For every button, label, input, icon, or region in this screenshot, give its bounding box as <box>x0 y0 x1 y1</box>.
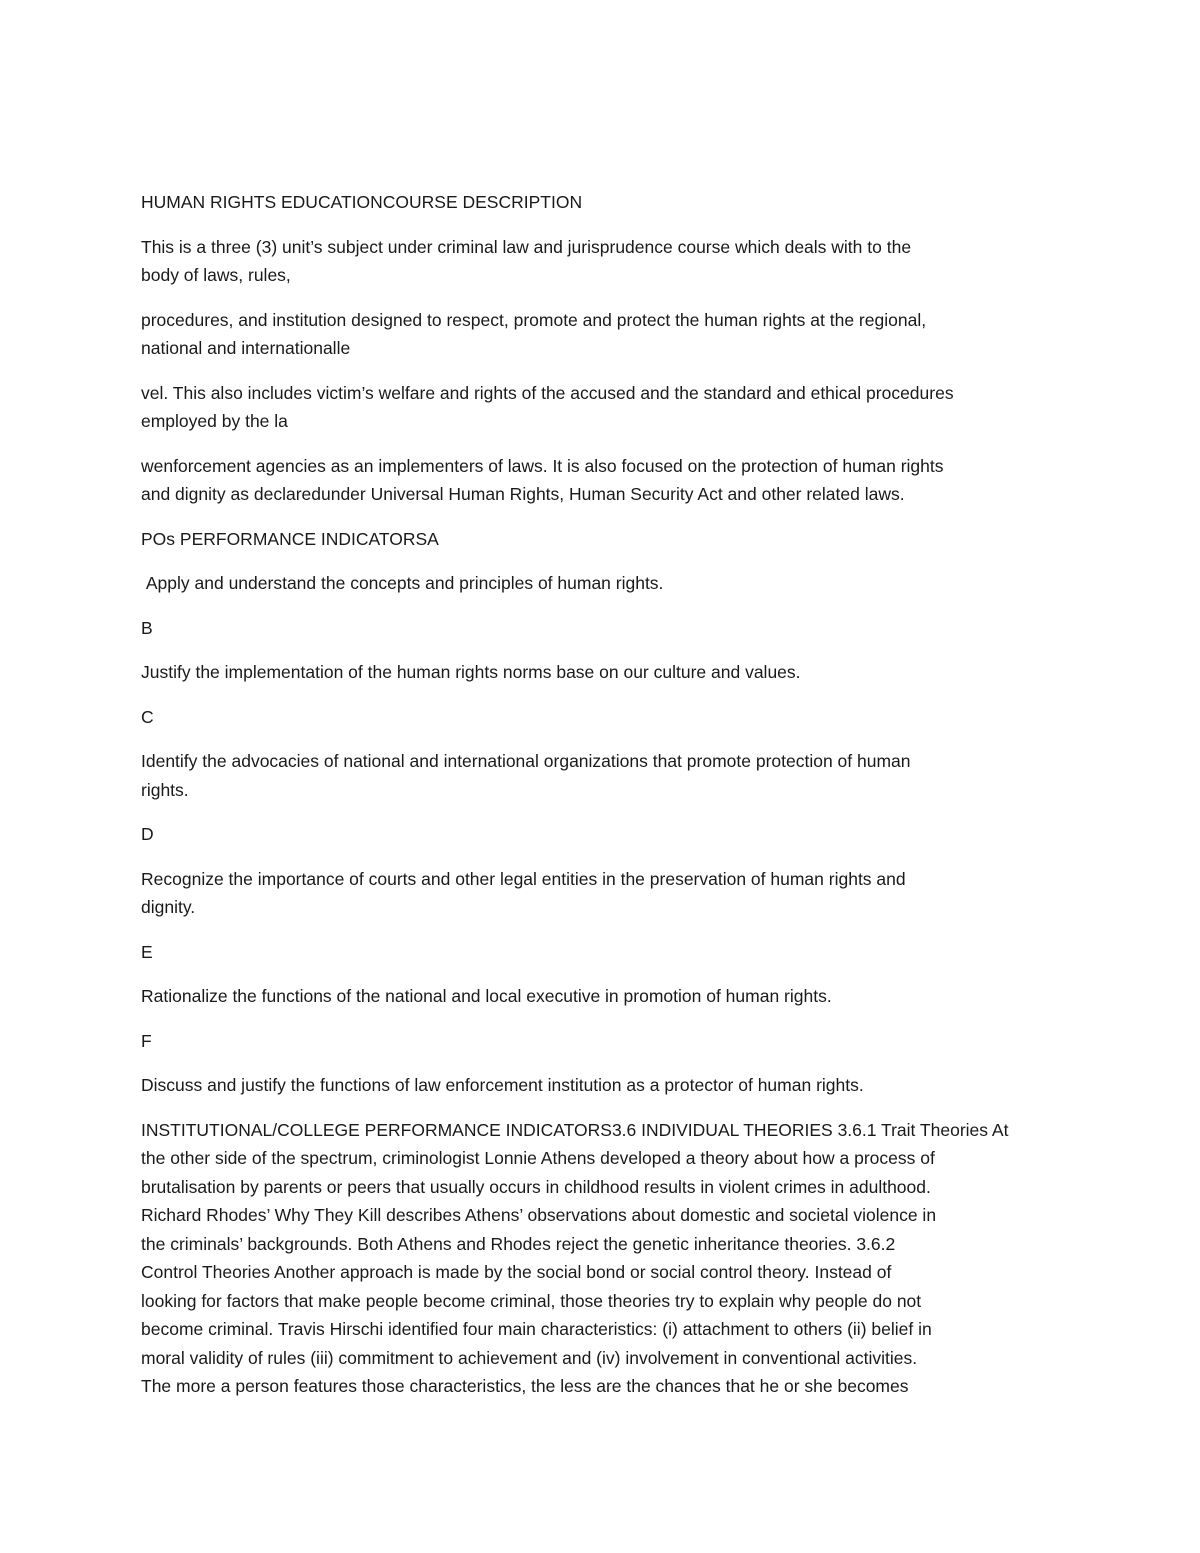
paragraph-line: moral validity of rules (iii) commitment to achievement and (iv) involvement in conventional activities. <box>141 1347 918 1368</box>
document-title: HUMAN RIGHTS EDUCATIONCOURSE DESCRIPTION <box>141 192 583 212</box>
description-line: This is a three (3) unit’s subject under criminal law and jurisprudence course which deals with to the <box>141 236 912 257</box>
indicator-d <box>141 865 1061 922</box>
course-description <box>141 452 1061 509</box>
paragraph-line: become criminal. Travis Hirschi identified four main characteristics: (i) attachment to others (ii) belief in <box>141 1319 932 1339</box>
course-description <box>141 379 1061 436</box>
indicator-line: Recognize the importance of courts and other legal entities in the preservation of human rights and <box>141 868 906 889</box>
description-line: national and internationalle <box>141 338 351 358</box>
indicator-c <box>141 747 1061 804</box>
description-line: and dignity as declaredunder Universal Human Rights, Human Security Act and other related laws. <box>141 484 905 504</box>
indicator-f: Discuss and justify the functions of law enforcement institution as a protector of human rights. <box>141 1075 864 1095</box>
indicator-label-e: E <box>141 941 153 962</box>
description-line: vel. This also includes victim’s welfare and rights of the accused and the standard and ethical procedures <box>141 382 954 403</box>
description-line: employed by the la <box>141 411 288 431</box>
description-line: body of laws, rules, <box>141 265 291 285</box>
paragraph-line: INSTITUTIONAL/COLLEGE PERFORMANCE INDICATORS3.6 INDIVIDUAL THEORIES 3.6.1 Trait Theories At <box>141 1119 1009 1140</box>
indicator-label-c: C <box>141 706 154 727</box>
pos-heading: POs PERFORMANCE INDICATORSA <box>141 528 439 549</box>
paragraph-line: Richard Rhodes’ Why They Kill describes Athens’ observations about domestic and societal violence in <box>141 1205 937 1225</box>
paragraph-line: the other side of the spectrum, criminologist Lonnie Athens developed a theory about how a process of <box>141 1148 935 1168</box>
indicator-label-b: B <box>141 617 153 638</box>
indicator-label-d: D <box>141 824 154 844</box>
document-body <box>141 188 1061 1401</box>
course-description <box>141 233 1061 290</box>
indicator-b: Justify the implementation of the human rights norms base on our culture and values. <box>141 662 801 682</box>
paragraph-line: brutalisation by parents or peers that usually occurs in childhood results in violent crimes in adulthood. <box>141 1176 931 1197</box>
paragraph-line: The more a person features those characteristics, the less are the chances that he or she becomes <box>141 1376 909 1396</box>
description-line: wenforcement agencies as an implementers of laws. It is also focused on the protection of human rights <box>141 455 944 476</box>
course-description <box>141 306 1061 363</box>
paragraph-line: Control Theories Another approach is made by the social bond or social control theory. Instead of <box>141 1262 892 1282</box>
indicator-line: Identify the advocacies of national and international organizations that promote protection of human <box>141 751 911 771</box>
indicator-label-f: F <box>141 1030 152 1051</box>
paragraph-line: the criminals’ backgrounds. Both Athens and Rhodes reject the genetic inheritance theories. 3.6.2 <box>141 1233 896 1254</box>
indicator-line: rights. <box>141 779 189 800</box>
indicator-e: Rationalize the functions of the national and local executive in promotion of human rights. <box>141 986 832 1006</box>
paragraph-line: looking for factors that make people become criminal, those theories try to explain why people do not <box>141 1290 922 1311</box>
indicator-a: Apply and understand the concepts and principles of human rights. <box>141 573 664 593</box>
description-line: procedures, and institution designed to respect, promote and protect the human rights at the regional, <box>141 309 927 330</box>
indicator-line: dignity. <box>141 897 196 917</box>
institutional-indicators-paragraph <box>141 1116 1061 1401</box>
